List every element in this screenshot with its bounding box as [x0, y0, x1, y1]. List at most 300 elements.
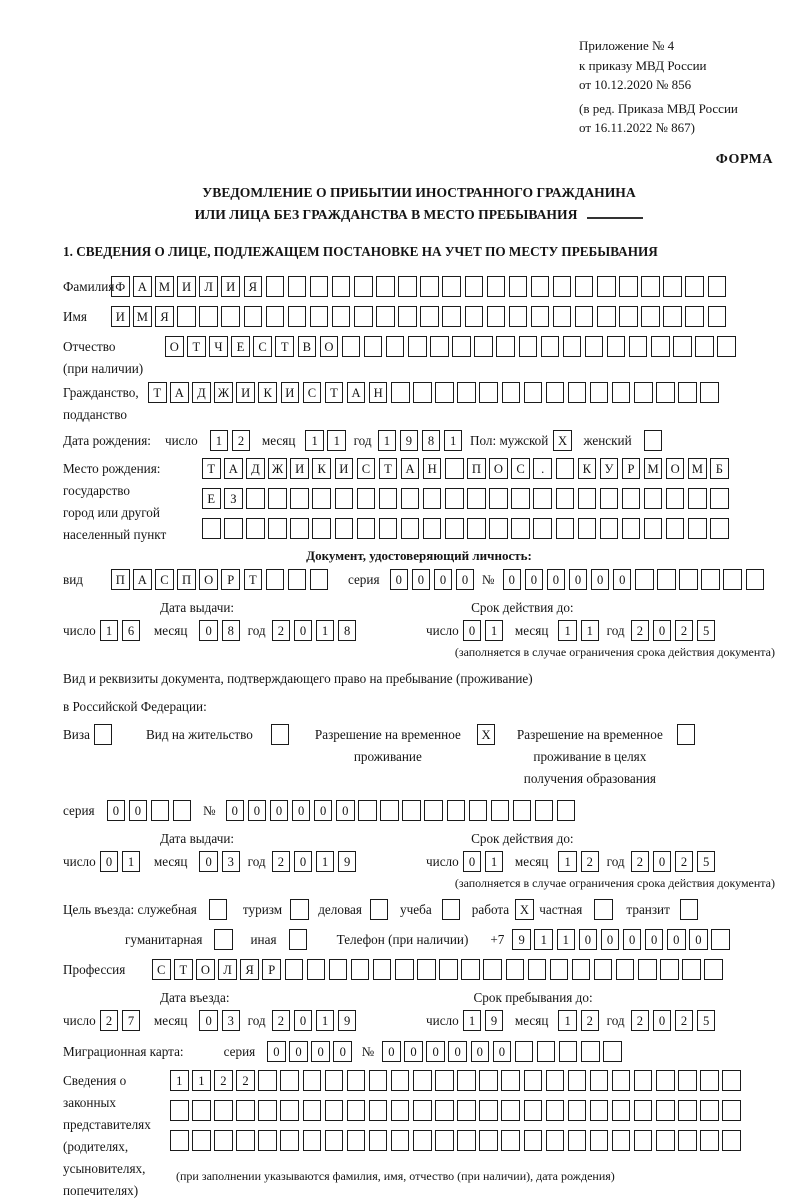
char-cell[interactable]: П — [467, 458, 486, 479]
char-cell[interactable]: 0 — [314, 800, 333, 821]
char-cell[interactable]: 9 — [338, 1010, 357, 1031]
char-cell[interactable]: 0 — [270, 800, 289, 821]
char-cell[interactable] — [224, 518, 243, 539]
char-cell[interactable]: 2 — [236, 1070, 255, 1091]
char-cell[interactable]: Ф — [111, 276, 130, 297]
char-cell[interactable]: 8 — [422, 430, 441, 451]
char-cell[interactable]: 2 — [675, 1010, 694, 1031]
char-cell[interactable]: А — [347, 382, 366, 403]
char-cell[interactable]: 1 — [100, 620, 119, 641]
char-cell[interactable] — [550, 959, 569, 980]
char-cell[interactable] — [430, 336, 449, 357]
char-cell[interactable] — [546, 382, 565, 403]
char-cell[interactable] — [332, 306, 351, 327]
char-cell[interactable]: О — [666, 458, 685, 479]
char-cell[interactable] — [629, 336, 648, 357]
char-cell[interactable] — [442, 899, 461, 920]
char-cell[interactable]: 3 — [222, 851, 241, 872]
char-cell[interactable]: И — [281, 382, 300, 403]
char-cell[interactable] — [479, 382, 498, 403]
char-cell[interactable] — [303, 1100, 322, 1121]
char-cell[interactable]: 1 — [378, 430, 397, 451]
char-cell[interactable] — [590, 1130, 609, 1151]
char-cell[interactable] — [622, 518, 641, 539]
char-cell[interactable] — [568, 1130, 587, 1151]
char-cell[interactable]: 2 — [631, 1010, 650, 1031]
char-cell[interactable] — [445, 458, 464, 479]
char-cell[interactable]: Т — [187, 336, 206, 357]
char-cell[interactable] — [700, 1070, 719, 1091]
char-cell[interactable]: 1 — [122, 851, 141, 872]
char-cell[interactable] — [479, 1100, 498, 1121]
char-cell[interactable]: 1 — [444, 430, 463, 451]
char-cell[interactable] — [288, 306, 307, 327]
char-cell[interactable] — [575, 306, 594, 327]
char-cell[interactable] — [688, 488, 707, 509]
char-cell[interactable]: Т — [174, 959, 193, 980]
char-cell[interactable]: 3 — [222, 1010, 241, 1031]
char-cell[interactable]: 0 — [294, 1010, 313, 1031]
char-cell[interactable]: 1 — [558, 1010, 577, 1031]
char-cell[interactable] — [369, 1070, 388, 1091]
char-cell[interactable] — [597, 276, 616, 297]
char-cell[interactable] — [487, 306, 506, 327]
char-cell[interactable]: 0 — [292, 800, 311, 821]
char-cell[interactable] — [559, 1041, 578, 1062]
char-cell[interactable] — [723, 569, 742, 590]
char-cell[interactable] — [457, 382, 476, 403]
char-cell[interactable] — [479, 1070, 498, 1091]
char-cell[interactable] — [369, 1130, 388, 1151]
char-cell[interactable] — [467, 488, 486, 509]
char-cell[interactable] — [578, 488, 597, 509]
char-cell[interactable]: 1 — [485, 851, 504, 872]
char-cell[interactable] — [644, 488, 663, 509]
char-cell[interactable]: 0 — [129, 800, 148, 821]
char-cell[interactable] — [535, 800, 554, 821]
char-cell[interactable] — [603, 1041, 622, 1062]
char-cell[interactable]: Р — [262, 959, 281, 980]
char-cell[interactable]: 0 — [199, 1010, 218, 1031]
char-cell[interactable] — [607, 336, 626, 357]
char-cell[interactable] — [354, 306, 373, 327]
char-cell[interactable] — [663, 306, 682, 327]
char-cell[interactable] — [424, 800, 443, 821]
char-cell[interactable] — [94, 724, 113, 745]
char-cell[interactable] — [678, 1100, 697, 1121]
char-cell[interactable] — [616, 959, 635, 980]
char-cell[interactable]: 0 — [653, 620, 672, 641]
char-cell[interactable]: 0 — [294, 851, 313, 872]
char-cell[interactable]: 0 — [426, 1041, 445, 1062]
char-cell[interactable] — [417, 959, 436, 980]
char-cell[interactable] — [420, 276, 439, 297]
char-cell[interactable] — [746, 569, 765, 590]
char-cell[interactable] — [722, 1070, 741, 1091]
char-cell[interactable]: С — [155, 569, 174, 590]
char-cell[interactable] — [533, 518, 552, 539]
char-cell[interactable] — [722, 1130, 741, 1151]
char-cell[interactable] — [268, 518, 287, 539]
char-cell[interactable] — [202, 518, 221, 539]
char-cell[interactable]: 0 — [199, 851, 218, 872]
char-cell[interactable] — [177, 306, 196, 327]
char-cell[interactable]: 5 — [697, 1010, 716, 1031]
char-cell[interactable] — [641, 276, 660, 297]
char-cell[interactable] — [711, 929, 730, 950]
char-cell[interactable] — [590, 1070, 609, 1091]
char-cell[interactable] — [622, 488, 641, 509]
char-cell[interactable] — [413, 1130, 432, 1151]
char-cell[interactable] — [644, 430, 663, 451]
char-cell[interactable] — [357, 488, 376, 509]
char-cell[interactable] — [329, 959, 348, 980]
char-cell[interactable] — [461, 959, 480, 980]
char-cell[interactable] — [660, 959, 679, 980]
char-cell[interactable]: Р — [622, 458, 641, 479]
char-cell[interactable] — [413, 382, 432, 403]
char-cell[interactable] — [634, 1100, 653, 1121]
char-cell[interactable] — [214, 929, 233, 950]
char-cell[interactable]: 2 — [631, 851, 650, 872]
char-cell[interactable] — [347, 1130, 366, 1151]
char-cell[interactable] — [600, 488, 619, 509]
char-cell[interactable] — [524, 1100, 543, 1121]
char-cell[interactable] — [597, 306, 616, 327]
char-cell[interactable]: 1 — [305, 430, 324, 451]
char-cell[interactable] — [581, 1041, 600, 1062]
char-cell[interactable] — [685, 276, 704, 297]
char-cell[interactable]: 8 — [222, 620, 241, 641]
char-cell[interactable] — [408, 336, 427, 357]
char-cell[interactable]: 2 — [272, 851, 291, 872]
char-cell[interactable] — [303, 1130, 322, 1151]
char-cell[interactable] — [541, 336, 560, 357]
char-cell[interactable] — [533, 488, 552, 509]
char-cell[interactable] — [546, 1100, 565, 1121]
char-cell[interactable] — [656, 382, 675, 403]
char-cell[interactable]: М — [155, 276, 174, 297]
char-cell[interactable]: З — [224, 488, 243, 509]
char-cell[interactable]: 2 — [581, 1010, 600, 1031]
char-cell[interactable]: 0 — [689, 929, 708, 950]
char-cell[interactable] — [524, 382, 543, 403]
char-cell[interactable]: 0 — [336, 800, 355, 821]
char-cell[interactable] — [310, 306, 329, 327]
char-cell[interactable] — [501, 1070, 520, 1091]
char-cell[interactable]: Н — [423, 458, 442, 479]
char-cell[interactable]: 1 — [316, 1010, 335, 1031]
char-cell[interactable] — [519, 336, 538, 357]
char-cell[interactable] — [342, 336, 361, 357]
char-cell[interactable]: 0 — [601, 929, 620, 950]
char-cell[interactable] — [445, 518, 464, 539]
char-cell[interactable] — [357, 518, 376, 539]
char-cell[interactable] — [590, 1100, 609, 1121]
char-cell[interactable]: 0 — [493, 1041, 512, 1062]
char-cell[interactable] — [568, 1070, 587, 1091]
char-cell[interactable]: Т — [202, 458, 221, 479]
char-cell[interactable] — [678, 1070, 697, 1091]
char-cell[interactable] — [395, 959, 414, 980]
char-cell[interactable] — [531, 306, 550, 327]
char-cell[interactable]: Н — [369, 382, 388, 403]
char-cell[interactable] — [280, 1130, 299, 1151]
char-cell[interactable]: 2 — [675, 620, 694, 641]
char-cell[interactable] — [442, 276, 461, 297]
char-cell[interactable] — [214, 1130, 233, 1151]
char-cell[interactable] — [708, 276, 727, 297]
char-cell[interactable]: С — [152, 959, 171, 980]
char-cell[interactable]: Т — [325, 382, 344, 403]
char-cell[interactable] — [435, 382, 454, 403]
char-cell[interactable] — [312, 488, 331, 509]
char-cell[interactable] — [244, 306, 263, 327]
char-cell[interactable] — [290, 488, 309, 509]
char-cell[interactable] — [391, 1130, 410, 1151]
char-cell[interactable] — [682, 959, 701, 980]
char-cell[interactable] — [531, 276, 550, 297]
char-cell[interactable]: Ч — [209, 336, 228, 357]
char-cell[interactable] — [391, 1100, 410, 1121]
char-cell[interactable]: 0 — [569, 569, 588, 590]
char-cell[interactable] — [439, 959, 458, 980]
char-cell[interactable] — [246, 488, 265, 509]
char-cell[interactable] — [192, 1130, 211, 1151]
char-cell[interactable] — [442, 306, 461, 327]
char-cell[interactable] — [528, 959, 547, 980]
char-cell[interactable]: 1 — [557, 929, 576, 950]
char-cell[interactable] — [710, 488, 729, 509]
char-cell[interactable]: 0 — [613, 569, 632, 590]
char-cell[interactable] — [487, 276, 506, 297]
char-cell[interactable] — [236, 1100, 255, 1121]
char-cell[interactable] — [457, 1070, 476, 1091]
char-cell[interactable] — [435, 1070, 454, 1091]
char-cell[interactable]: С — [357, 458, 376, 479]
char-cell[interactable]: 9 — [338, 851, 357, 872]
char-cell[interactable] — [373, 959, 392, 980]
char-cell[interactable] — [524, 1070, 543, 1091]
char-cell[interactable]: Ж — [214, 382, 233, 403]
char-cell[interactable]: М — [133, 306, 152, 327]
char-cell[interactable] — [673, 336, 692, 357]
char-cell[interactable]: 1 — [192, 1070, 211, 1091]
char-cell[interactable]: 0 — [456, 569, 475, 590]
char-cell[interactable] — [506, 959, 525, 980]
char-cell[interactable]: М — [644, 458, 663, 479]
char-cell[interactable] — [467, 518, 486, 539]
char-cell[interactable]: 2 — [581, 851, 600, 872]
char-cell[interactable] — [619, 276, 638, 297]
char-cell[interactable]: Т — [275, 336, 294, 357]
char-cell[interactable] — [423, 518, 442, 539]
char-cell[interactable]: 0 — [412, 569, 431, 590]
char-cell[interactable]: 0 — [199, 620, 218, 641]
char-cell[interactable] — [391, 382, 410, 403]
char-cell[interactable] — [634, 1070, 653, 1091]
char-cell[interactable]: И — [236, 382, 255, 403]
char-cell[interactable] — [310, 276, 329, 297]
char-cell[interactable] — [585, 336, 604, 357]
char-cell[interactable]: 0 — [653, 1010, 672, 1031]
char-cell[interactable]: 1 — [210, 430, 229, 451]
char-cell[interactable] — [258, 1130, 277, 1151]
char-cell[interactable]: 9 — [400, 430, 419, 451]
char-cell[interactable]: И — [290, 458, 309, 479]
char-cell[interactable]: 9 — [485, 1010, 504, 1031]
char-cell[interactable]: Л — [218, 959, 237, 980]
char-cell[interactable] — [553, 306, 572, 327]
char-cell[interactable]: 0 — [653, 851, 672, 872]
char-cell[interactable]: Д — [192, 382, 211, 403]
char-cell[interactable]: 0 — [503, 569, 522, 590]
char-cell[interactable]: 5 — [697, 620, 716, 641]
char-cell[interactable]: С — [511, 458, 530, 479]
char-cell[interactable]: А — [224, 458, 243, 479]
char-cell[interactable]: X — [553, 430, 572, 451]
char-cell[interactable]: К — [312, 458, 331, 479]
char-cell[interactable] — [332, 276, 351, 297]
char-cell[interactable]: 0 — [667, 929, 686, 950]
char-cell[interactable]: У — [600, 458, 619, 479]
char-cell[interactable] — [594, 899, 613, 920]
char-cell[interactable]: 1 — [485, 620, 504, 641]
char-cell[interactable] — [288, 276, 307, 297]
char-cell[interactable] — [701, 569, 720, 590]
char-cell[interactable] — [266, 569, 285, 590]
char-cell[interactable] — [151, 800, 170, 821]
char-cell[interactable] — [221, 306, 240, 327]
char-cell[interactable] — [246, 518, 265, 539]
char-cell[interactable] — [457, 1130, 476, 1151]
char-cell[interactable] — [708, 306, 727, 327]
char-cell[interactable] — [600, 518, 619, 539]
char-cell[interactable]: 1 — [558, 851, 577, 872]
char-cell[interactable] — [556, 518, 575, 539]
char-cell[interactable] — [369, 1100, 388, 1121]
char-cell[interactable]: 1 — [327, 430, 346, 451]
char-cell[interactable]: 0 — [448, 1041, 467, 1062]
char-cell[interactable]: 2 — [272, 620, 291, 641]
char-cell[interactable]: А — [170, 382, 189, 403]
char-cell[interactable] — [376, 306, 395, 327]
char-cell[interactable]: . — [533, 458, 552, 479]
char-cell[interactable] — [214, 1100, 233, 1121]
char-cell[interactable] — [452, 336, 471, 357]
char-cell[interactable] — [398, 306, 417, 327]
char-cell[interactable] — [391, 1070, 410, 1091]
char-cell[interactable] — [578, 518, 597, 539]
char-cell[interactable] — [612, 1070, 631, 1091]
char-cell[interactable]: X — [515, 899, 534, 920]
char-cell[interactable]: И — [221, 276, 240, 297]
char-cell[interactable]: И — [335, 458, 354, 479]
char-cell[interactable] — [511, 488, 530, 509]
char-cell[interactable]: 0 — [390, 569, 409, 590]
char-cell[interactable]: 0 — [547, 569, 566, 590]
char-cell[interactable] — [666, 488, 685, 509]
char-cell[interactable] — [280, 1100, 299, 1121]
char-cell[interactable]: Я — [244, 276, 263, 297]
char-cell[interactable] — [680, 899, 699, 920]
char-cell[interactable] — [572, 959, 591, 980]
char-cell[interactable] — [700, 1100, 719, 1121]
char-cell[interactable] — [170, 1130, 189, 1151]
char-cell[interactable] — [619, 306, 638, 327]
char-cell[interactable]: О — [489, 458, 508, 479]
char-cell[interactable] — [710, 518, 729, 539]
char-cell[interactable] — [678, 1130, 697, 1151]
char-cell[interactable] — [173, 800, 192, 821]
char-cell[interactable] — [379, 488, 398, 509]
char-cell[interactable]: 0 — [294, 620, 313, 641]
char-cell[interactable] — [678, 382, 697, 403]
char-cell[interactable] — [489, 518, 508, 539]
char-cell[interactable]: А — [401, 458, 420, 479]
char-cell[interactable]: 0 — [623, 929, 642, 950]
char-cell[interactable] — [524, 1130, 543, 1151]
char-cell[interactable] — [685, 306, 704, 327]
char-cell[interactable]: 6 — [122, 620, 141, 641]
char-cell[interactable] — [483, 959, 502, 980]
char-cell[interactable] — [656, 1070, 675, 1091]
char-cell[interactable] — [491, 800, 510, 821]
char-cell[interactable]: 0 — [463, 851, 482, 872]
char-cell[interactable] — [557, 800, 576, 821]
char-cell[interactable] — [695, 336, 714, 357]
char-cell[interactable]: 9 — [512, 929, 531, 950]
char-cell[interactable] — [489, 488, 508, 509]
char-cell[interactable]: 0 — [289, 1041, 308, 1062]
char-cell[interactable] — [325, 1100, 344, 1121]
char-cell[interactable]: К — [258, 382, 277, 403]
char-cell[interactable]: Я — [155, 306, 174, 327]
char-cell[interactable]: 0 — [463, 620, 482, 641]
char-cell[interactable] — [401, 518, 420, 539]
char-cell[interactable]: 0 — [434, 569, 453, 590]
char-cell[interactable]: 2 — [675, 851, 694, 872]
char-cell[interactable]: 0 — [591, 569, 610, 590]
char-cell[interactable]: 1 — [170, 1070, 189, 1091]
char-cell[interactable]: 2 — [631, 620, 650, 641]
char-cell[interactable]: 0 — [100, 851, 119, 872]
char-cell[interactable] — [236, 1130, 255, 1151]
char-cell[interactable] — [612, 382, 631, 403]
char-cell[interactable]: О — [165, 336, 184, 357]
char-cell[interactable] — [258, 1070, 277, 1091]
char-cell[interactable] — [612, 1130, 631, 1151]
char-cell[interactable] — [290, 518, 309, 539]
char-cell[interactable] — [335, 488, 354, 509]
char-cell[interactable] — [641, 306, 660, 327]
char-cell[interactable] — [354, 276, 373, 297]
char-cell[interactable] — [402, 800, 421, 821]
char-cell[interactable] — [590, 382, 609, 403]
char-cell[interactable] — [663, 276, 682, 297]
char-cell[interactable]: Т — [379, 458, 398, 479]
char-cell[interactable]: 8 — [338, 620, 357, 641]
char-cell[interactable] — [386, 336, 405, 357]
char-cell[interactable] — [199, 306, 218, 327]
char-cell[interactable] — [268, 488, 287, 509]
char-cell[interactable] — [413, 1100, 432, 1121]
char-cell[interactable] — [537, 1041, 556, 1062]
char-cell[interactable]: Ж — [268, 458, 287, 479]
char-cell[interactable] — [398, 276, 417, 297]
char-cell[interactable]: О — [320, 336, 339, 357]
char-cell[interactable] — [563, 336, 582, 357]
